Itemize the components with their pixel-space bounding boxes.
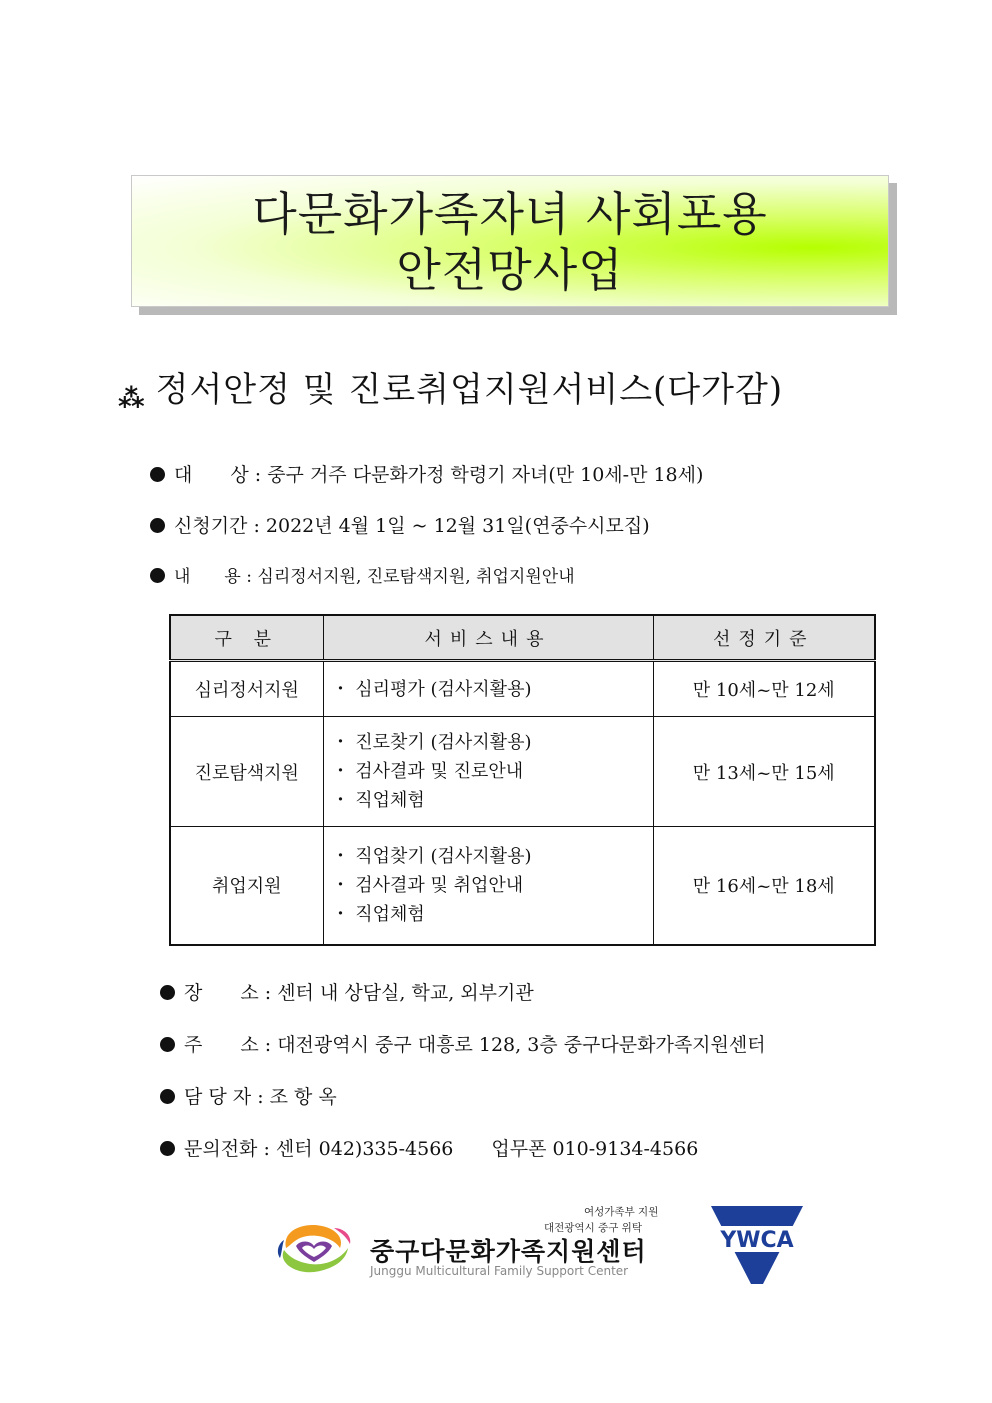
content-item: ・ 검사결과 및 취업안내	[331, 874, 524, 896]
content-item: ・ 직업찾기 (검사지활용)	[331, 845, 532, 867]
row-content	[323, 717, 653, 827]
ywca-logo-icon	[707, 1204, 807, 1286]
service-table	[169, 614, 876, 946]
info-manager	[160, 1082, 337, 1109]
info-label: 담 당 자	[184, 1086, 252, 1108]
content-item: ・ 진로찾기 (검사지활용)	[331, 732, 532, 753]
table-row	[170, 717, 875, 827]
info-label: 신청기간	[174, 515, 248, 537]
info-period	[150, 511, 650, 538]
content-item: ・ 검사결과 및 진로안내	[331, 761, 524, 782]
row-criteria: 만 10세~만 12세	[653, 661, 875, 717]
row-category: 진로탐색지원	[170, 717, 323, 827]
info-target	[150, 460, 703, 487]
logo-english-name: Junggu Multicultural Family Support Center	[370, 1264, 629, 1278]
asterism-icon: ⁂	[118, 384, 146, 414]
row-content	[323, 827, 653, 945]
info-sep: :	[251, 1086, 270, 1108]
content-item: ・ 직업체험	[331, 903, 425, 925]
center-logo-icon	[274, 1218, 354, 1278]
info-value: 중구 거주 다문화가정 학령기 자녀(만 10세-만 18세)	[267, 464, 704, 486]
ywca-text: YWCA	[720, 1228, 794, 1253]
bullet-icon	[150, 467, 165, 482]
table-row	[170, 827, 875, 945]
info-value: 센터 042)335-4566 업무폰 010-9134-4566	[275, 1138, 699, 1160]
bullet-icon	[160, 1089, 175, 1104]
info-sep: :	[258, 982, 278, 1004]
header-criteria: 선정기준	[653, 615, 875, 661]
info-value: 센터 내 상담실, 학교, 외부기관	[277, 982, 534, 1004]
title-line-1: 다문화가족자녀 사회포용	[252, 187, 768, 241]
footer-logo	[272, 1202, 812, 1292]
content-item: ・ 직업체험	[331, 790, 425, 811]
info-phone	[160, 1134, 698, 1161]
info-address	[160, 1030, 766, 1057]
info-place	[160, 978, 534, 1005]
info-value: 조 항 옥	[269, 1086, 337, 1108]
content-item: ・ 심리평가 (검사지활용)	[331, 678, 532, 700]
info-label: 내 용	[174, 567, 241, 587]
title-box	[131, 175, 889, 307]
bullet-icon	[160, 1141, 175, 1156]
bullet-icon	[160, 985, 175, 1000]
logo-center-name: 중구다문화가족지원센터	[370, 1237, 647, 1266]
header-content: 서비스내용	[323, 615, 653, 661]
subtitle-text: 정서안정 및 진로취업지원서비스(다가감)	[155, 370, 784, 410]
info-content	[150, 562, 575, 587]
header-category: 구 분	[170, 615, 323, 661]
info-label: 주 소	[184, 1034, 259, 1056]
info-sep: :	[247, 515, 266, 537]
info-label: 대 상	[174, 464, 249, 486]
bullet-icon	[150, 518, 165, 533]
logo-support-text: 여성가족부 지원	[584, 1206, 659, 1218]
info-value: 2022년 4월 1일 ~ 12월 31일(연중수시모집)	[265, 515, 650, 537]
info-sep: :	[240, 567, 258, 587]
table-row	[170, 661, 875, 717]
logo-commission-text: 대전광역시 중구 위탁	[544, 1222, 642, 1234]
info-value: 심리정서지원, 진로탐색지원, 취업지원안내	[257, 567, 575, 587]
info-sep: :	[248, 464, 268, 486]
row-category: 심리정서지원	[170, 661, 323, 717]
table-header-row	[170, 615, 875, 661]
info-sep: :	[258, 1034, 278, 1056]
title-line-2: 안전망사업	[396, 243, 624, 297]
bullet-icon	[150, 568, 165, 583]
subtitle	[118, 362, 784, 414]
row-criteria: 만 13세~만 15세	[653, 717, 875, 827]
bullet-icon	[160, 1037, 175, 1052]
row-category: 취업지원	[170, 827, 323, 945]
info-sep: :	[257, 1138, 276, 1160]
info-label: 문의전화	[184, 1138, 258, 1160]
info-label: 장 소	[184, 982, 259, 1004]
info-value: 대전광역시 중구 대흥로 128, 3층 중구다문화가족지원센터	[277, 1034, 766, 1056]
row-criteria: 만 16세~만 18세	[653, 827, 875, 945]
row-content	[323, 661, 653, 717]
